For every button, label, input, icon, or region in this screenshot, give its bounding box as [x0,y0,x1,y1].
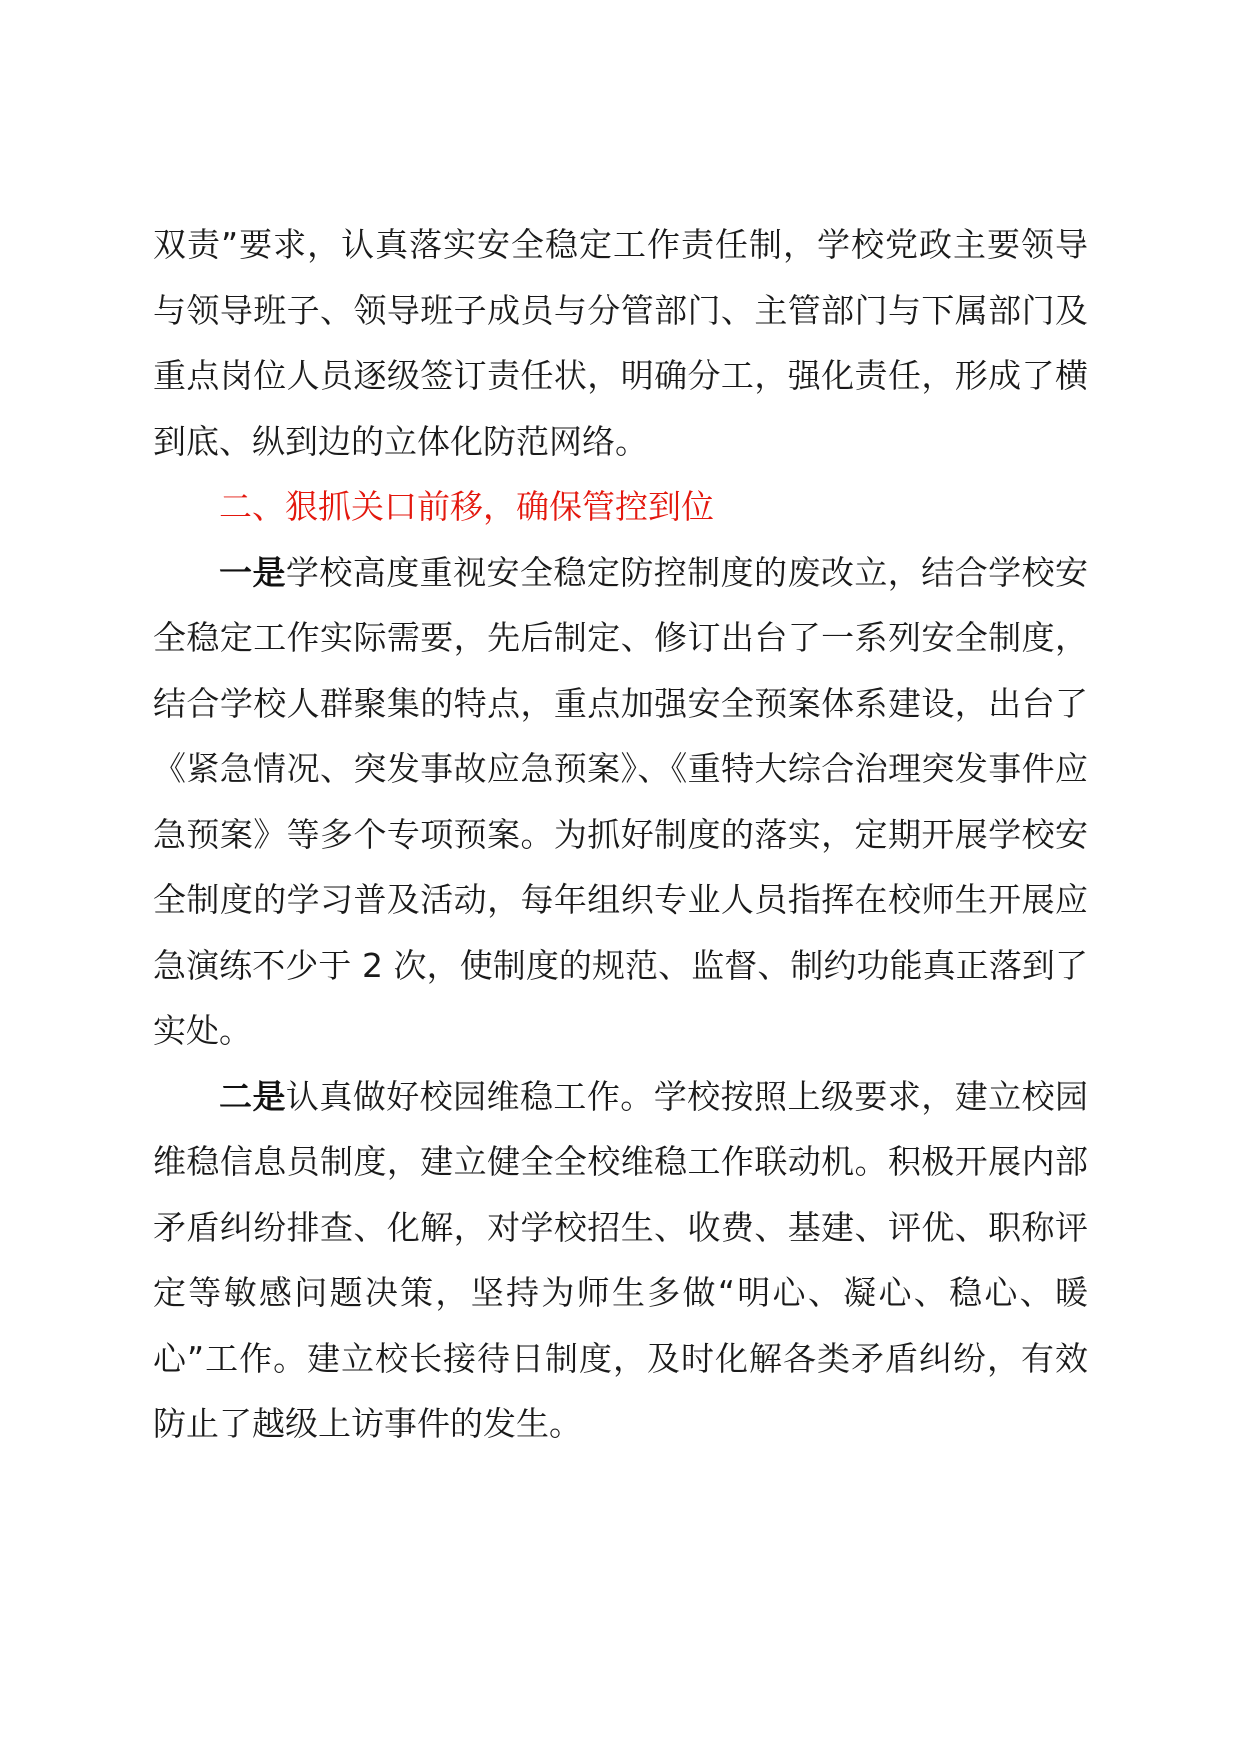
paragraph-two-lead: 二是 [219,1076,286,1116]
continued-paragraph: 双责”要求，认真落实安全稳定工作责任制，学校党政主要领导与领导班子、领导班子成员与分管部门、主管部门与下属部门及重点岗位人员逐级签订责任状，明确分工，强化责任，形成了横到底、纵到边的立体化防范网络。 [153,225,1088,461]
paragraph-one-text: 学校高度重视安全稳定防控制度的废改立，结合学校安全稳定工作实际需要，先后制定、修订出台了一系列安全制度，结合学校人群聚集的特点，重点加强安全预案体系建设，出台了《紧急情况、突发事故应急预案》、《重特大综合治理突发事件应急预案》等多个专项预案。为抓好制度的落实，定期开展学校安全制度的学习普及活动，每年组织专业人员指挥在校师生开展应急演练不少于 2 次，使制度的规范、监督、制约功能真正落到了实处。 [153,552,1089,1050]
paragraph-two [153,1064,1088,1457]
paragraph-two-text: 认真做好校园维稳工作。学校按照上级要求，建立校园维稳信息员制度，建立健全全校维稳工作联动机。积极开展内部矛盾纠纷排查、化解，对学校招生、收费、基建、评优、职称评定等敏感问题决策，坚持为师生多做“明心、凝心、稳心、暖心”工作。建立校长接待日制度，及时化解各类矛盾纠纷，有效防止了越级上访事件的发生。 [153,1076,1089,1443]
section-heading: 二、狠抓关口前移，确保管控到位 [219,487,714,526]
paragraph-one-lead: 一是 [219,552,286,592]
document-body [153,212,1088,1457]
paragraph-one [153,540,1088,1064]
